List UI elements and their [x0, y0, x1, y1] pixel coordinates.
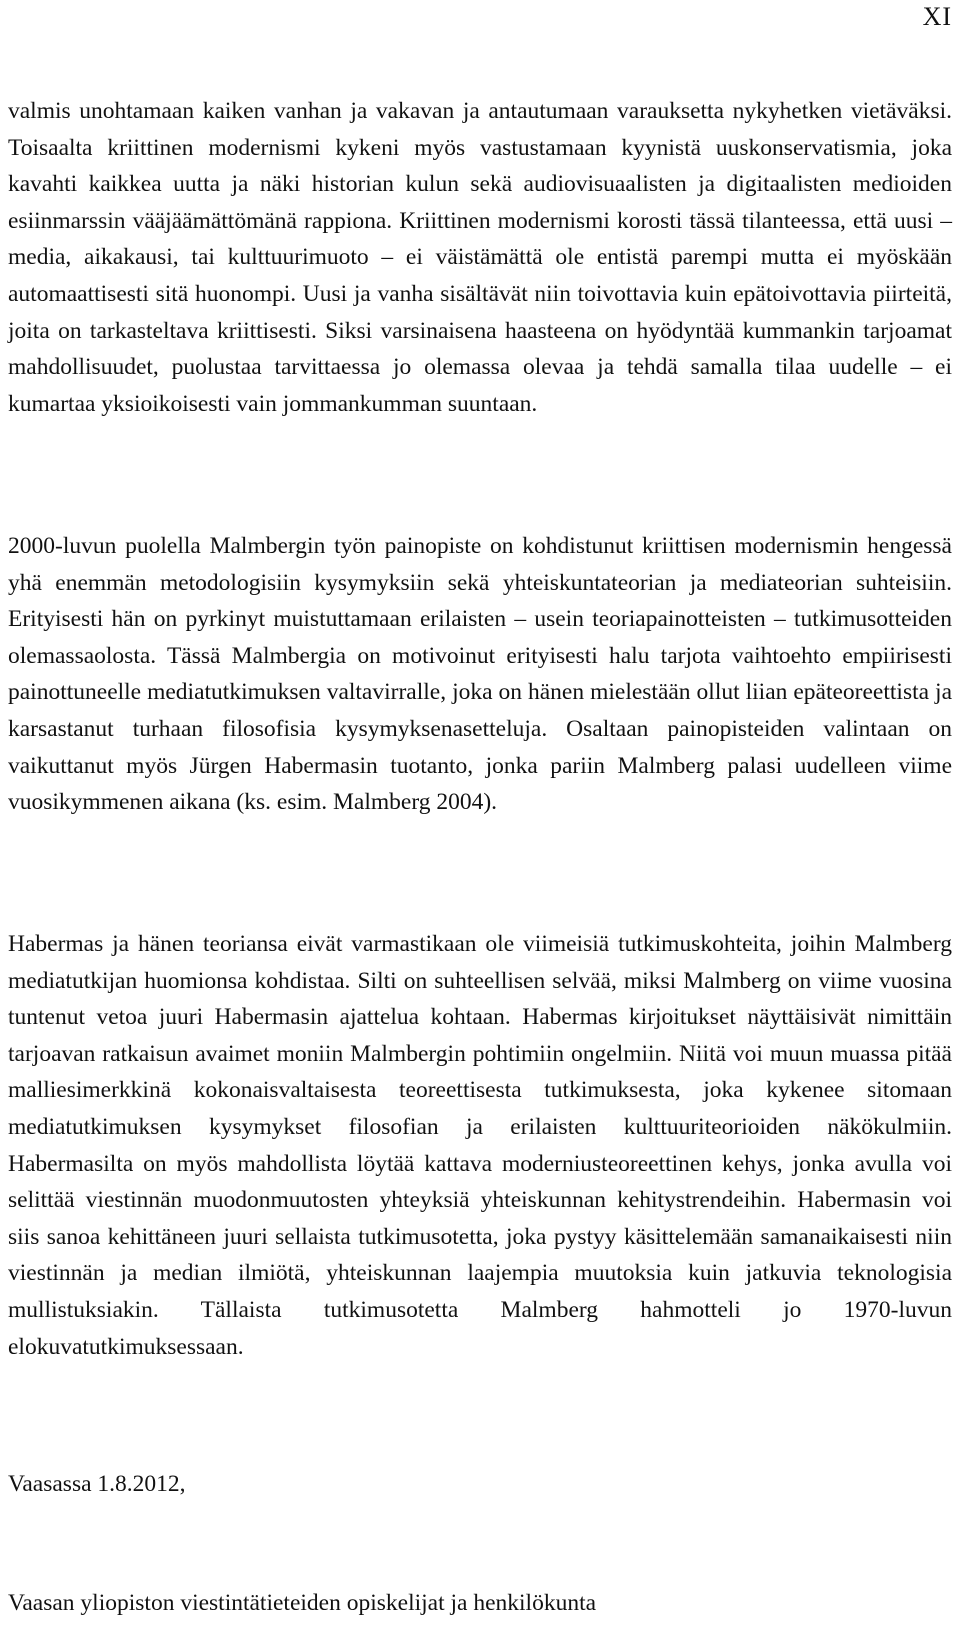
place-date: Vaasassa 1.8.2012,	[8, 1471, 186, 1497]
paragraph-3: Habermas ja hänen teoriansa eivät varmastikaan ole viimeisiä tutkimuskohteita, joihin Malmberg mediatutkijan huomionsa kohdistaa. Silti on suhteellisen selvää, miksi Malmberg on viime vuosina tuntenut vetoa juuri Habermasin ajattelua kohtaan. Habermas kirjoitukset näyttäisivät nimittäin tarjoavan ratkaisun avaimet moniin Malmbergin pohtimiin ongelmiin. Niitä voi muun muassa pitää malliesimerkkinä kokonaisvaltaisesta teoreettisesta tutkimuksesta, joka kykenee sitomaan mediatutkimuksen kysymykset filosofian ja erilaisten kulttuuriteorioiden näkökulmiin. Habermasilta on myös mahdollista löytää kattava moderniusteoreettinen kehys, jonka avulla voi selittää viestinnän muodonmuutosten yhteyksiä yhteiskunnan kehitystrendeihin. Habermasin voi siis sanoa kehittäneen juuri sellaista tutkimusotetta, joka pystyy käsittelemään samanaikaisesti niin viestinnän ja median ilmiötä, yhteiskunnan laajempia muutoksia kuin jatkuvia teknologisia mullistuksiakin. Tällaista tutkimusotetta Malmberg hahmotteli jo 1970-luvun elokuvatutkimuksessaan.	[8, 931, 952, 1360]
paragraph-2: 2000-luvun puolella Malmbergin työn painopiste on kohdistunut kriittisen modernismin hengessä yhä enemmän metodologisiin kysymyksiin sekä yhteiskuntateorian ja mediateorian suhteisiin. Erityisesti hän on pyrkinyt muistuttamaan erilaisten – usein teoriapainotteisten – tutkimusotteiden olemassaolosta. Tässä Malmbergia on motivoinut erityisesti halu tarjota vaihtoehto empiirisesti painottuneelle mediatutkimuksen valtavirralle, joka on hänen mielestään ollut liian epäteoreettista ja karsastanut turhaan filosofisia kysymyksenasetteluja. Osaltaan painopisteiden valintaan on vaikuttanut myös Jürgen Habermasin tuotanto, jonka pariin Malmberg palasi uudelleen viime vuosikymmenen aikana (ks. esim. Malmberg 2004).	[8, 533, 952, 816]
signature: Vaasan yliopiston viestintätieteiden opiskelijat ja henkilökunta	[8, 1590, 597, 1616]
page-number: XI	[922, 2, 952, 31]
paragraph-1: valmis unohtamaan kaiken vanhan ja vakavan ja antautumaan varauksetta nykyhetken vietäväksi. Toisaalta kriittinen modernismi kykeni myös vastustamaan kyynistä uuskonservatismia, joka kavahti kaikkea uutta ja näki historian kulun sekä audiovisuaalisten ja digitaalisten medioiden esiinmarssin vääjäämättömänä rappiona. Kriittinen modernismi korosti tässä tilanteessa, että uusi – media, aikakausi, tai kulttuurimuoto – ei väistämättä ole entistä parempi mutta ei myöskään automaattisesti sitä huonompi. Uusi ja vanha sisältävät niin toivottavia kuin epätoivottavia piirteitä, joita on tarkasteltava kriittisesti. Siksi varsinaisena haasteena on hyödyntää kummankin tarjoamat mahdollisuudet, puolustaa tarvittaessa jo olemassa olevaa ja tehdä samalla tilaa uudelle – ei kumartaa yksioikoisesti vain jommankumman suuntaan.	[8, 98, 952, 417]
